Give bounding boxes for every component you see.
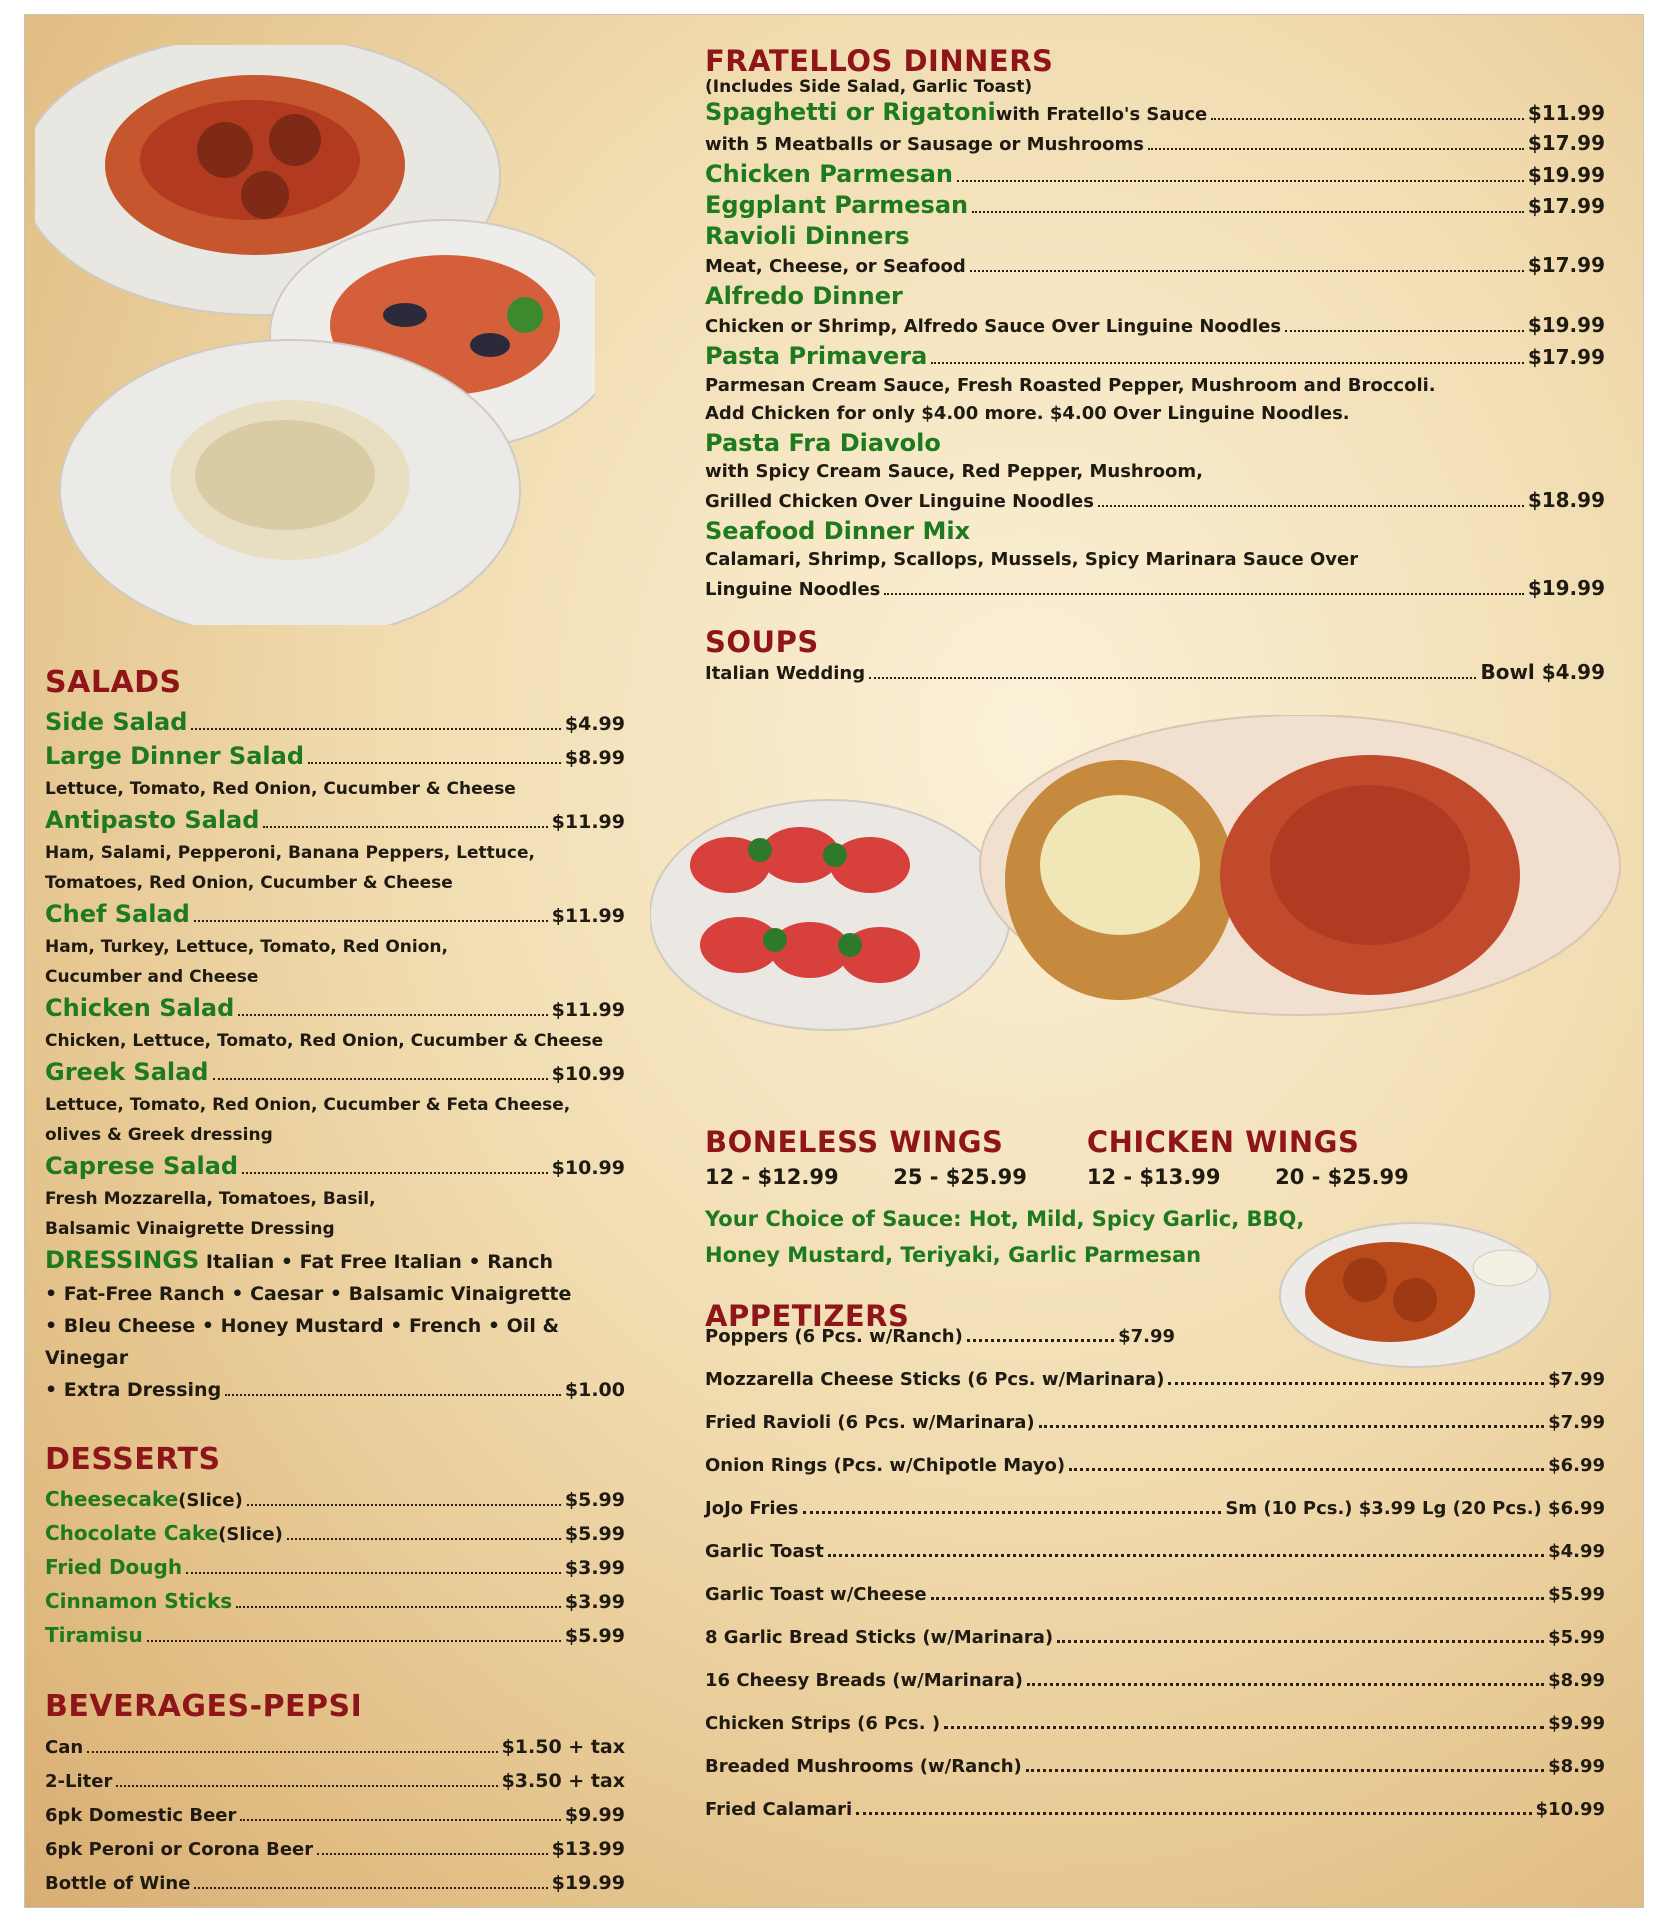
dot-leader xyxy=(931,1597,1544,1600)
appetizer-line xyxy=(705,1401,1605,1444)
beverage-price: $3.50 + tax xyxy=(501,1770,625,1792)
item-description: Ham, Salami, Pepperoni, Banana Peppers, Lettuce, xyxy=(45,843,535,863)
beverage-line xyxy=(45,1832,625,1866)
dinner-name: Pasta Primavera xyxy=(705,342,928,370)
dot-leader xyxy=(1148,148,1524,150)
dot-leader xyxy=(869,677,1476,679)
dinner-price: $19.99 xyxy=(1527,576,1605,600)
item-price: $10.99 xyxy=(551,1157,625,1179)
dinner-detail: Meat, Cheese, or Seafood xyxy=(705,256,966,277)
item-description: olives & Greek dressing xyxy=(45,1125,273,1145)
soup-line xyxy=(705,658,1605,688)
dinner-detail: Linguine Noodles xyxy=(705,579,881,600)
dessert-price: $3.99 xyxy=(564,1591,625,1613)
dessert-name: Cheesecake xyxy=(45,1487,179,1511)
dot-leader xyxy=(1027,1683,1544,1686)
dessert-line xyxy=(45,1585,625,1619)
dressings-line: Italian • Fat Free Italian • Ranch xyxy=(205,1251,554,1273)
dot-leader xyxy=(236,1606,561,1608)
dot-leader xyxy=(194,1887,547,1889)
appetizer-price: $10.99 xyxy=(1535,1799,1605,1820)
dot-leader xyxy=(191,728,560,730)
chicken-wings-prices xyxy=(1087,1165,1409,1189)
dessert-note: (Slice) xyxy=(218,1524,283,1545)
dot-leader xyxy=(308,762,561,764)
boneless-wings-price-small: 12 - $12.99 xyxy=(705,1165,839,1189)
chicken-wings-block xyxy=(1087,1125,1409,1189)
appetizer-price: $8.99 xyxy=(1548,1670,1605,1691)
dinner-description: with Spicy Cream Sauce, Red Pepper, Mushroom, xyxy=(705,461,1203,482)
dinner-name: Spaghetti or Rigatoni xyxy=(705,98,996,126)
dessert-name: Chocolate Cake xyxy=(45,1521,219,1545)
dinners-list xyxy=(705,97,1605,604)
beverages-list xyxy=(45,1730,625,1900)
dinner-note: with Fratello's Sauce xyxy=(995,104,1208,125)
dot-leader xyxy=(116,1785,497,1787)
dressings-first-line xyxy=(45,1244,625,1278)
dot-leader xyxy=(944,1726,1544,1729)
beverage-price: $19.99 xyxy=(551,1872,625,1894)
dessert-name: Fried Dough xyxy=(45,1555,183,1579)
item-name: Greek Salad xyxy=(45,1058,209,1086)
appetizer-name: Garlic Toast xyxy=(705,1541,824,1562)
dinner-name: Pasta Fra Diavolo xyxy=(705,429,941,457)
dinner-detail-line xyxy=(705,574,1605,604)
item-description: Fresh Mozzarella, Tomatoes, Basil, xyxy=(45,1189,376,1209)
dinners-title: FRATELLOS DINNERS xyxy=(705,44,1054,78)
dinner-item-line xyxy=(705,190,1605,221)
appetizer-price: $5.99 xyxy=(1548,1627,1605,1648)
dinner-detail-line xyxy=(705,251,1605,281)
chicken-wings-title: CHICKEN WINGS xyxy=(1086,1125,1360,1159)
dessert-line xyxy=(45,1517,625,1551)
dot-leader xyxy=(1168,1382,1544,1385)
appetizer-line xyxy=(705,1573,1605,1616)
chicken-wings-price-large: 20 - $25.99 xyxy=(1275,1165,1409,1189)
item-description: Lettuce, Tomato, Red Onion, Cucumber & Cheese xyxy=(45,779,516,799)
wings-row xyxy=(705,1125,1605,1189)
dot-leader xyxy=(1057,1640,1544,1643)
appetizer-name: Poppers (6 Pcs. w/Ranch) xyxy=(705,1326,963,1347)
dot-leader xyxy=(931,362,1524,364)
dressings-line: • Bleu Cheese • Honey Mustard • French • Oil & Vinegar xyxy=(45,1315,560,1369)
dinner-price: $17.99 xyxy=(1527,345,1605,369)
appetizer-price: $7.99 xyxy=(1548,1369,1605,1390)
appetizer-name: Mozzarella Cheese Sticks (6 Pcs. w/Marinara) xyxy=(705,1369,1165,1390)
sauce-line: Your Choice of Sauce: Hot, Mild, Spicy Garlic, BBQ, xyxy=(705,1207,1305,1231)
dinner-price: $17.99 xyxy=(1527,194,1605,218)
dessert-price: $5.99 xyxy=(564,1489,625,1511)
caprese-chicken-parm-photo xyxy=(650,715,1630,1055)
appetizers-list xyxy=(705,1315,1605,1831)
appetizer-name: 16 Cheesy Breads (w/Marinara) xyxy=(705,1670,1024,1691)
dot-leader xyxy=(1039,1425,1544,1428)
appetizer-line xyxy=(705,1788,1605,1831)
dot-leader xyxy=(967,1339,1114,1342)
dinner-detail: with 5 Meatballs or Sausage or Mushrooms xyxy=(705,134,1144,155)
extra-dressing-line xyxy=(45,1374,625,1406)
dinner-name: Alfredo Dinner xyxy=(705,282,903,310)
dessert-line xyxy=(45,1619,625,1653)
dot-leader xyxy=(1285,330,1524,332)
appetizer-price: $7.99 xyxy=(1548,1412,1605,1433)
beverage-price: $1.50 + tax xyxy=(501,1736,625,1758)
dinners-subtitle: (Includes Side Salad, Garlic Toast) xyxy=(705,77,1033,97)
dot-leader xyxy=(828,1554,1544,1557)
menu-item-line xyxy=(45,740,625,774)
dinner-item-line xyxy=(705,159,1605,190)
dinner-price: $19.99 xyxy=(1527,163,1605,187)
dessert-price: $5.99 xyxy=(564,1523,625,1545)
beverage-name: 2-Liter xyxy=(45,1771,113,1792)
dessert-line xyxy=(45,1483,625,1517)
dinner-item-line xyxy=(705,97,1605,129)
beverages-title: BEVERAGES-PEPSI xyxy=(45,1689,363,1724)
beverage-name: Bottle of Wine xyxy=(45,1873,191,1894)
dot-leader xyxy=(240,1819,561,1821)
dot-leader xyxy=(186,1572,561,1574)
dessert-price: $5.99 xyxy=(564,1625,625,1647)
boneless-wings-price-large: 25 - $25.99 xyxy=(893,1165,1027,1189)
dessert-name: Tiramisu xyxy=(45,1623,143,1647)
dinner-name: Eggplant Parmesan xyxy=(705,191,969,219)
item-description: Tomatoes, Red Onion, Cucumber & Cheese xyxy=(45,873,453,893)
dot-leader xyxy=(1098,505,1524,507)
dot-leader xyxy=(957,180,1524,182)
beverage-price: $9.99 xyxy=(564,1804,625,1826)
beverage-line xyxy=(45,1764,625,1798)
salads-title: SALADS xyxy=(45,665,182,700)
item-price: $10.99 xyxy=(551,1063,625,1085)
extra-dressing-name: • Extra Dressing xyxy=(45,1379,222,1401)
dinner-name: Seafood Dinner Mix xyxy=(705,517,971,545)
dot-leader xyxy=(242,1172,548,1174)
dressings-line: • Fat-Free Ranch • Caesar • Balsamic Vinaigrette xyxy=(45,1283,572,1305)
menu-item-line xyxy=(45,1150,625,1184)
dot-leader xyxy=(803,1511,1222,1514)
dinner-price: $11.99 xyxy=(1527,101,1605,125)
dessert-line xyxy=(45,1551,625,1585)
soup-name: Italian Wedding xyxy=(705,663,866,684)
dot-leader xyxy=(287,1538,561,1540)
dot-leader xyxy=(1211,118,1524,120)
item-price: $4.99 xyxy=(564,713,625,735)
beverage-name: 6pk Peroni or Corona Beer xyxy=(45,1839,314,1860)
appetizer-line xyxy=(705,1659,1605,1702)
item-name: Chicken Salad xyxy=(45,994,235,1022)
boneless-wings-block xyxy=(705,1125,1027,1189)
dinner-description: Add Chicken for only $4.00 more. $4.00 Over Linguine Noodles. xyxy=(705,403,1350,424)
sauce-line: Honey Mustard, Teriyaki, Garlic Parmesan xyxy=(705,1243,1202,1267)
menu-item-line xyxy=(45,1056,625,1090)
appetizer-line xyxy=(705,1444,1605,1487)
dot-leader xyxy=(884,593,1523,595)
appetizers-title: APPETIZERS xyxy=(705,1299,910,1333)
desserts-list xyxy=(45,1483,625,1653)
dot-leader xyxy=(317,1853,548,1855)
appetizer-name: Fried Calamari xyxy=(705,1799,853,1820)
dot-leader xyxy=(147,1640,561,1642)
item-name: Side Salad xyxy=(45,708,188,736)
dot-leader xyxy=(1026,1769,1544,1772)
appetizer-line xyxy=(705,1530,1605,1573)
dot-leader xyxy=(970,270,1524,272)
dinner-name: Ravioli Dinners xyxy=(705,222,910,250)
dressings-label: DRESSINGS xyxy=(45,1246,200,1274)
extra-dressing-price: $1.00 xyxy=(564,1379,625,1401)
item-description: Balsamic Vinaigrette Dressing xyxy=(45,1219,335,1239)
soup-price: Bowl $4.99 xyxy=(1480,660,1605,684)
beverage-line xyxy=(45,1730,625,1764)
menu-page xyxy=(24,14,1644,1908)
left-column xyxy=(45,655,625,1900)
dot-leader xyxy=(194,920,548,922)
soups-title: SOUPS xyxy=(705,625,819,659)
item-name: Caprese Salad xyxy=(45,1152,239,1180)
item-price: $11.99 xyxy=(551,811,625,833)
appetizers-section xyxy=(705,1315,1605,1831)
chicken-wings-price-small: 12 - $13.99 xyxy=(1086,1165,1221,1189)
right-column xyxy=(705,45,1605,688)
appetizer-price: $6.99 xyxy=(1548,1455,1605,1476)
appetizer-price: $8.99 xyxy=(1548,1756,1605,1777)
beverage-name: 6pk Domestic Beer xyxy=(45,1805,237,1826)
appetizer-line xyxy=(705,1616,1605,1659)
appetizer-line xyxy=(705,1702,1605,1745)
dinner-detail: Chicken or Shrimp, Alfredo Sauce Over Linguine Noodles xyxy=(705,316,1282,337)
dot-leader xyxy=(87,1751,497,1753)
dot-leader xyxy=(856,1812,1531,1815)
appetizer-name: Breaded Mushrooms (w/Ranch) xyxy=(705,1756,1022,1777)
appetizer-name: Fried Ravioli (6 Pcs. w/Marinara) xyxy=(705,1412,1035,1433)
appetizer-line xyxy=(705,1358,1605,1401)
dinner-price: $17.99 xyxy=(1527,131,1605,155)
appetizer-price: $7.99 xyxy=(1118,1326,1175,1347)
dot-leader xyxy=(213,1078,548,1080)
dinner-description: Parmesan Cream Sauce, Fresh Roasted Pepper, Mushroom and Broccoli. xyxy=(705,375,1436,396)
appetizer-name: Garlic Toast w/Cheese xyxy=(705,1584,927,1605)
pasta-dishes-photo xyxy=(35,45,595,625)
dinner-name: Chicken Parmesan xyxy=(705,160,954,188)
boneless-wings-title: BONELESS WINGS xyxy=(705,1125,1004,1159)
item-name: Chef Salad xyxy=(45,900,190,928)
appetizer-name: 8 Garlic Bread Sticks (w/Marinara) xyxy=(705,1627,1054,1648)
item-description: Lettuce, Tomato, Red Onion, Cucumber & Feta Cheese, xyxy=(45,1095,571,1115)
appetizer-name: JoJo Fries xyxy=(705,1498,799,1519)
dinner-detail: Grilled Chicken Over Linguine Noodles xyxy=(705,491,1094,512)
menu-item-line xyxy=(45,706,625,740)
beverage-line xyxy=(45,1866,625,1900)
appetizer-line xyxy=(705,1745,1605,1788)
item-price: $8.99 xyxy=(564,747,625,769)
appetizer-price: Sm (10 Pcs.) $3.99 Lg (20 Pcs.) $6.99 xyxy=(1225,1498,1605,1519)
item-description: Cucumber and Cheese xyxy=(45,967,259,987)
appetizer-price: $4.99 xyxy=(1548,1541,1605,1562)
item-name: Antipasto Salad xyxy=(45,806,260,834)
dinner-item-line xyxy=(705,341,1605,372)
dot-leader xyxy=(225,1394,561,1396)
dinner-description: Calamari, Shrimp, Scallops, Mussels, Spicy Marinara Sauce Over xyxy=(705,549,1359,570)
dot-leader xyxy=(1069,1468,1544,1471)
item-description: Ham, Turkey, Lettuce, Tomato, Red Onion, xyxy=(45,937,448,957)
dinner-detail-line xyxy=(705,486,1605,516)
dessert-note: (Slice) xyxy=(178,1490,243,1511)
dot-leader xyxy=(263,826,547,828)
boneless-wings-prices xyxy=(705,1165,1027,1189)
desserts-title: DESSERTS xyxy=(45,1442,221,1477)
salads-list xyxy=(45,706,625,1244)
beverage-line xyxy=(45,1798,625,1832)
appetizer-name: Chicken Strips (6 Pcs. ) xyxy=(705,1713,941,1734)
appetizer-price: $9.99 xyxy=(1548,1713,1605,1734)
menu-item-line xyxy=(45,804,625,838)
menu-item-line xyxy=(45,898,625,932)
item-price: $11.99 xyxy=(551,999,625,1021)
appetizer-line xyxy=(705,1487,1605,1530)
dot-leader xyxy=(247,1504,561,1506)
dinner-price: $18.99 xyxy=(1527,488,1605,512)
appetizer-name: Onion Rings (Pcs. w/Chipotle Mayo) xyxy=(705,1455,1066,1476)
dinner-price: $19.99 xyxy=(1527,313,1605,337)
dot-leader xyxy=(238,1014,547,1016)
appetizer-line xyxy=(705,1315,1175,1358)
beverage-name: Can xyxy=(45,1737,84,1758)
appetizer-price: $5.99 xyxy=(1548,1584,1605,1605)
menu-item-line xyxy=(45,992,625,1026)
dessert-name: Cinnamon Sticks xyxy=(45,1589,233,1613)
dessert-price: $3.99 xyxy=(564,1557,625,1579)
item-price: $11.99 xyxy=(551,905,625,927)
beverage-price: $13.99 xyxy=(551,1838,625,1860)
dinner-detail-line xyxy=(705,311,1605,341)
dinner-detail-line xyxy=(705,129,1605,159)
dot-leader xyxy=(972,211,1524,213)
item-description: Chicken, Lettuce, Tomato, Red Onion, Cucumber & Cheese xyxy=(45,1031,604,1051)
dinner-price: $17.99 xyxy=(1527,253,1605,277)
item-name: Large Dinner Salad xyxy=(45,742,305,770)
